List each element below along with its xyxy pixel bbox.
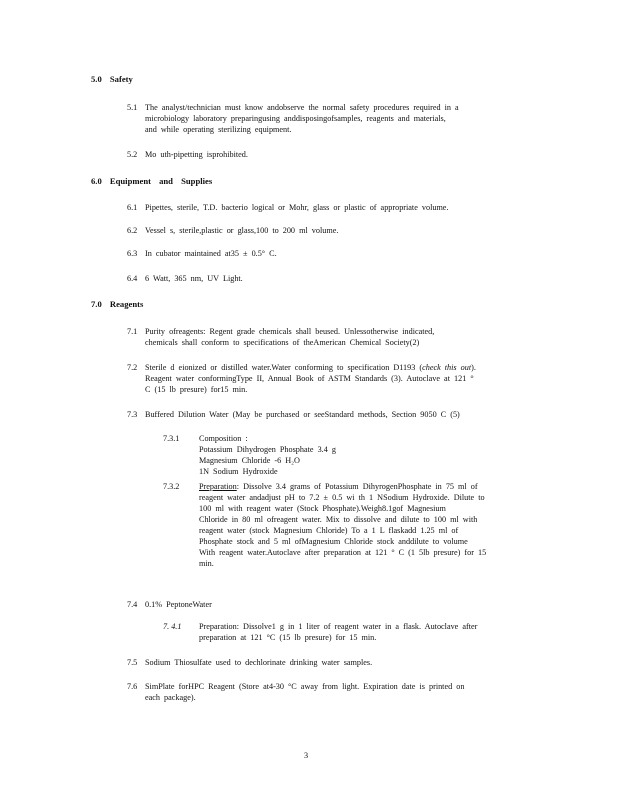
- subitem-text-7-3-2: [199, 481, 517, 569]
- text-line: reagent water andadjust pH to 7.2 ± 0.5 wi th 1 NSodium Hydroxide. Dilute to: [199, 493, 485, 502]
- text-line: Purity ofreagents: Regent grade chemicals shall beused. Unlessotherwise indicated,: [145, 327, 435, 336]
- text-line: and while operating sterilizing equipment.: [145, 125, 292, 134]
- text-line: 1N Sodium Hydroxide: [199, 467, 278, 476]
- text-line: each package).: [145, 693, 196, 702]
- text-line: 6 Watt, 365 nm, UV Light.: [145, 274, 243, 283]
- item-number: 7.4: [127, 600, 138, 609]
- subitem-text-7-3-1: [199, 433, 517, 477]
- italic-note: check this out: [422, 363, 472, 372]
- item-number: 5.2: [127, 150, 138, 159]
- subitem-number: 7. 4.1: [163, 622, 182, 631]
- item-text-7-3: [145, 409, 517, 420]
- text-line: min.: [199, 559, 214, 568]
- item-text-5-2: [145, 149, 517, 160]
- text-line: Sodium Thiosulfate used to dechlorinate drinking water samples.: [145, 658, 373, 667]
- text-line: Preparation: Dissolve1 g in 1 liter of reagent water in a flask. Autoclave after: [199, 622, 478, 631]
- item-number: 6.1: [127, 203, 138, 212]
- item-text-6-1: [145, 202, 517, 213]
- item-number: 7.1: [127, 327, 138, 336]
- text-segment: : Dissolve 3.4 grams of Potassium DihyrogenPhosphate in 75 ml of: [236, 482, 478, 491]
- text-line: 100 ml with reagent water (Stock Phosphate).Weigh8.1gof Magnesium: [199, 504, 446, 513]
- text-line: Phosphate stock and 5 ml ofMagnesium Chloride stock anddilute to volume: [199, 537, 468, 546]
- text-line: [145, 362, 517, 373]
- text-segment: Sterile d eionized or distilled water.Water conforming to specification D1193 (: [145, 363, 423, 372]
- text-line: Chloride in 80 ml ofreagent water. Mix to dissolve and dilute to 100 ml with: [199, 515, 478, 524]
- text-line: 0.1% PeptoneWater: [145, 600, 212, 609]
- text-segment: ).: [471, 363, 476, 372]
- section-heading-safety: 5.0 Safety: [91, 74, 133, 84]
- item-text-7-5: [145, 657, 517, 668]
- text-line: With reagent water.Autoclave after preparation at 121 ° C (1 5lb presure) for 15: [199, 548, 487, 557]
- item-text-6-3: [145, 248, 517, 259]
- item-text-6-4: [145, 273, 517, 284]
- text-line: In cubator maintained at35 ± 0.5° C.: [145, 249, 277, 258]
- text-line: Mo uth-pipetting isprohibited.: [145, 150, 248, 159]
- text-line: SimPlate forHPC Reagent (Store at4-30 °C away from light. Expiration date is printed on: [145, 682, 465, 691]
- text-line: Composition :: [199, 434, 248, 443]
- text-line: Pipettes, sterile, T.D. bacterio logical or Mohr, glass or plastic of appropriate volume.: [145, 203, 449, 212]
- item-text-6-2: [145, 225, 517, 236]
- subitem-text-7-4-1: [199, 621, 517, 643]
- item-number: 6.3: [127, 249, 138, 258]
- text-line: Magnesium Chloride -6 H₂O: [199, 456, 300, 465]
- item-text-7-4: [145, 599, 517, 610]
- item-number: 6.2: [127, 226, 138, 235]
- text-line: C (15 lb presure) for15 min.: [145, 385, 248, 394]
- item-number: 5.1: [127, 103, 138, 112]
- item-number: 7.5: [127, 658, 138, 667]
- text-line: Potassium Dihydrogen Phosphate 3.4 g: [199, 445, 336, 454]
- text-line: Buffered Dilution Water (May be purchased or seeStandard methods, Section 9050 C (5): [145, 410, 460, 419]
- item-number: 6.4: [127, 274, 138, 283]
- text-line: [199, 481, 517, 492]
- text-line: reagent water (stock Magnesium Chloride) To a 1 L flaskadd 1.25 ml of: [199, 526, 459, 535]
- item-text-7-1: [145, 326, 517, 348]
- text-line: microbiology laboratory preparingusing anddisposingofsamples, reagents and materials,: [145, 114, 446, 123]
- item-number: 7.3: [127, 410, 138, 419]
- item-number: 7.6: [127, 682, 138, 691]
- subitem-number: 7.3.2: [163, 482, 180, 491]
- item-number: 7.2: [127, 363, 138, 372]
- text-line: chemicals shall conform to specifications of theAmerican Chemical Society(2): [145, 338, 420, 347]
- item-text-7-2: [145, 362, 517, 395]
- subitem-number: 7.3.1: [163, 434, 180, 443]
- page-number: 3: [304, 751, 309, 760]
- item-text-5-1: [145, 102, 517, 135]
- text-line: preparation at 121 °C (15 lb presure) for 15 min.: [199, 633, 377, 642]
- section-heading-equipment: 6.0 Equipment and Supplies: [91, 176, 213, 186]
- text-line: Vessel s, sterile,plastic or glass,100 to 200 ml volume.: [145, 226, 339, 235]
- section-heading-reagents: 7.0 Reagents: [91, 299, 144, 309]
- text-line: Reagent water conformingType II, Annual Book of ASTM Standards (3). Autoclave at 121 °: [145, 374, 474, 383]
- text-line: The analyst/technician must know andobserve the normal safety procedures required in a: [145, 103, 459, 112]
- item-text-7-6: [145, 681, 517, 703]
- preparation-label: Preparation: [199, 482, 237, 491]
